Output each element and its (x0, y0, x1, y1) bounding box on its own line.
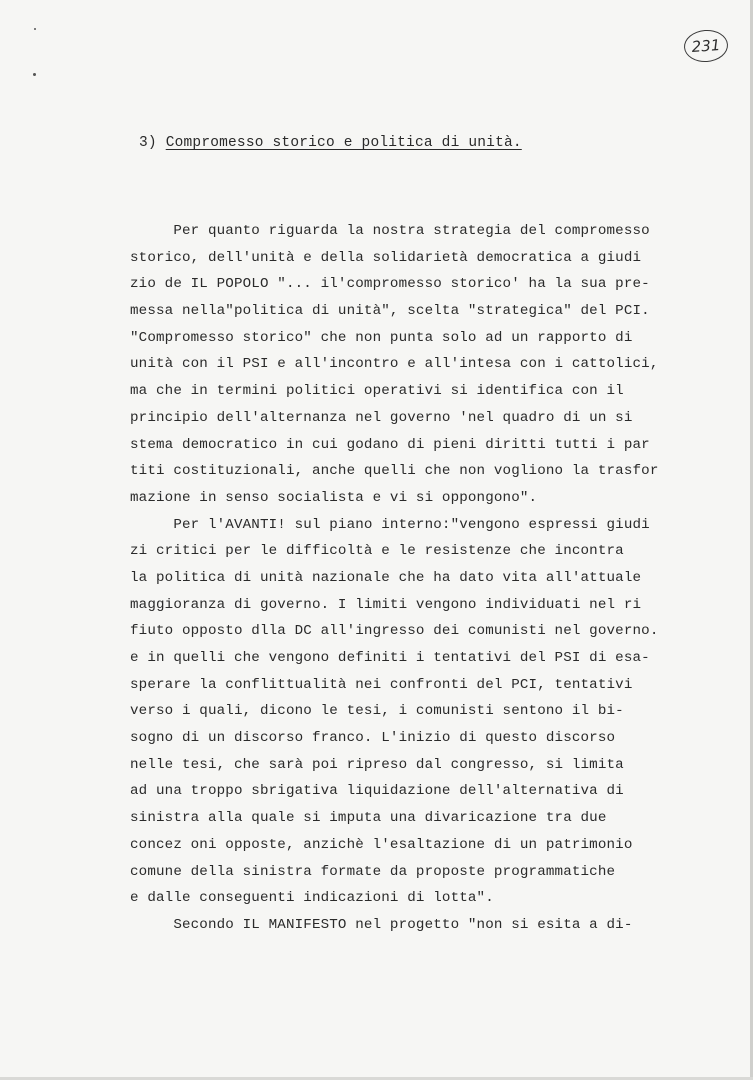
text-line: messa nella"politica di unità", scelta "strategica" del PCI. (130, 303, 650, 320)
text-line: e in quelli che vengono definiti i tentativi del PSI di esa- (130, 650, 650, 666)
text-line: zi critici per le difficoltà e le resistenze che incontra (130, 543, 624, 560)
text-line: stema democratico in cui godano di pieni diritti tutti i par (130, 436, 650, 453)
text-line: titi costituzionali, anche quelli che non vogliono la trasfor (130, 463, 659, 480)
text-line: ma che in termini politici operativi si identifica con il (130, 383, 624, 400)
section-heading (139, 135, 522, 151)
scan-speck (34, 28, 36, 30)
text-line: sinistra alla quale si imputa una divaricazione tra due (130, 810, 607, 827)
text-line: Secondo IL MANIFESTO nel progetto "non si esita a di- (130, 916, 633, 933)
text-line: fiuto opposto dlla DC all'ingresso dei comunisti nel governo. (130, 623, 659, 640)
text-line: la politica di unità nazionale che ha dato vita all'attuale (130, 569, 642, 586)
section-heading-title: Compromesso storico e politica di unità. (165, 135, 522, 151)
page-number-stamp (683, 29, 729, 64)
text-line: sperare la conflittualità nei confronti del PCI, tentativi (130, 676, 633, 693)
text-line: zio de IL POPOLO "... il'compromesso storico' ha la sua pre- (130, 276, 650, 293)
text-line: "Compromesso storico" che non punta solo ad un rapporto di (130, 329, 633, 346)
text-line: maggioranza di governo. I limiti vengono individuati nel ri (130, 596, 642, 613)
text-line: sogno di un discorso franco. L'inizio di questo discorso (130, 730, 616, 747)
page-number: 231 (691, 36, 721, 56)
text-line: storico, dell'unità e della solidarietà democratica a giudi (130, 249, 642, 266)
text-line: principio dell'alternanza nel governo 'nel quadro di un si (130, 409, 633, 426)
text-line: mazione in senso socialista e vi si oppongono". (130, 489, 538, 506)
text-line: comune della sinistra formate da proposte programmatiche (130, 863, 616, 880)
text-line: e dalle conseguenti indicazioni di lotta". (130, 890, 494, 907)
text-line: concez oni opposte, anzichè l'esaltazione di un patrimonio (130, 836, 633, 853)
text-line: ad una troppo sbrigativa liquidazione dell'alternativa di (130, 783, 624, 800)
body-text (130, 218, 720, 939)
text-line: Per quanto riguarda la nostra strategia del compromesso (130, 223, 650, 239)
text-line: nelle tesi, che sarà poi ripreso dal congresso, si limita (130, 756, 624, 773)
scan-speck (33, 73, 36, 76)
text-line: unità con il PSI e all'incontro e all'intesa con i cattolici, (130, 356, 659, 373)
text-line: Per l'AVANTI! sul piano interno:"vengono espressi giudi (130, 516, 650, 533)
text-line: verso i quali, dicono le tesi, i comunisti sentono il bi- (130, 703, 624, 720)
section-heading-number: 3) (139, 135, 157, 151)
